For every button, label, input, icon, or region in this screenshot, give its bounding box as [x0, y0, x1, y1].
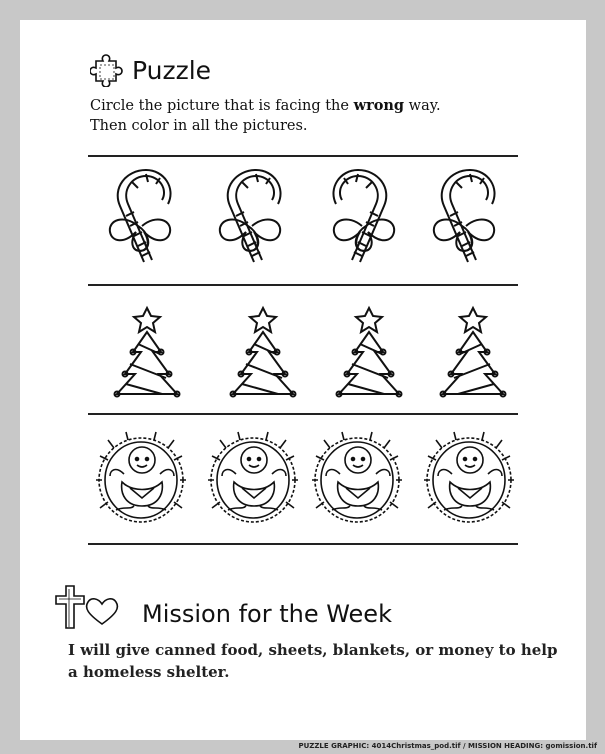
- row-baby-in-manger: [88, 420, 518, 536]
- baby-in-manger-icon: [310, 430, 404, 526]
- divider-line: [88, 284, 518, 286]
- candy-cane-icon-wrong-way[interactable]: [324, 168, 402, 268]
- christmas-tree-icon: [228, 304, 298, 400]
- divider-line: [88, 543, 518, 545]
- heart-icon: [87, 599, 118, 624]
- mission-title: Mission for the Week: [142, 600, 392, 628]
- divider-line: [88, 155, 518, 157]
- row-candy-canes: [88, 160, 518, 276]
- baby-in-manger-icon: [94, 430, 188, 526]
- puzzle-title: Puzzle: [132, 55, 212, 85]
- mission-text: I will give canned food, sheets, blankets, or money to help a homeless shelter.: [68, 641, 558, 681]
- row-christmas-trees: [88, 290, 518, 406]
- christmas-tree-icon: [112, 304, 182, 400]
- mission-icons: [52, 584, 132, 632]
- puzzle-instructions: [90, 96, 550, 136]
- puzzle-piece-icon: [90, 53, 124, 87]
- puzzle-heading: [90, 52, 211, 88]
- christmas-tree-icon: [334, 304, 404, 400]
- footer-credit: PUZZLE GRAPHIC: 4014Christmas_pod.tif / MISSION HEADING: gomission.tif: [298, 742, 597, 750]
- worksheet-page: [20, 20, 586, 740]
- candy-cane-icon: [102, 168, 180, 268]
- baby-in-manger-icon: [206, 430, 300, 526]
- candy-cane-icon: [212, 168, 290, 268]
- cross-icon: [56, 586, 84, 628]
- baby-in-manger-icon: [422, 430, 516, 526]
- divider-line: [88, 413, 518, 415]
- candy-cane-icon: [426, 168, 504, 268]
- instructions-text-end: way.: [404, 98, 441, 114]
- instructions-line-2: Then color in all the pictures.: [90, 118, 308, 134]
- instructions-text: Circle the picture that is facing the: [90, 98, 354, 114]
- instructions-bold-word: wrong: [353, 97, 405, 114]
- christmas-tree-icon-wrong-way[interactable]: [438, 304, 508, 400]
